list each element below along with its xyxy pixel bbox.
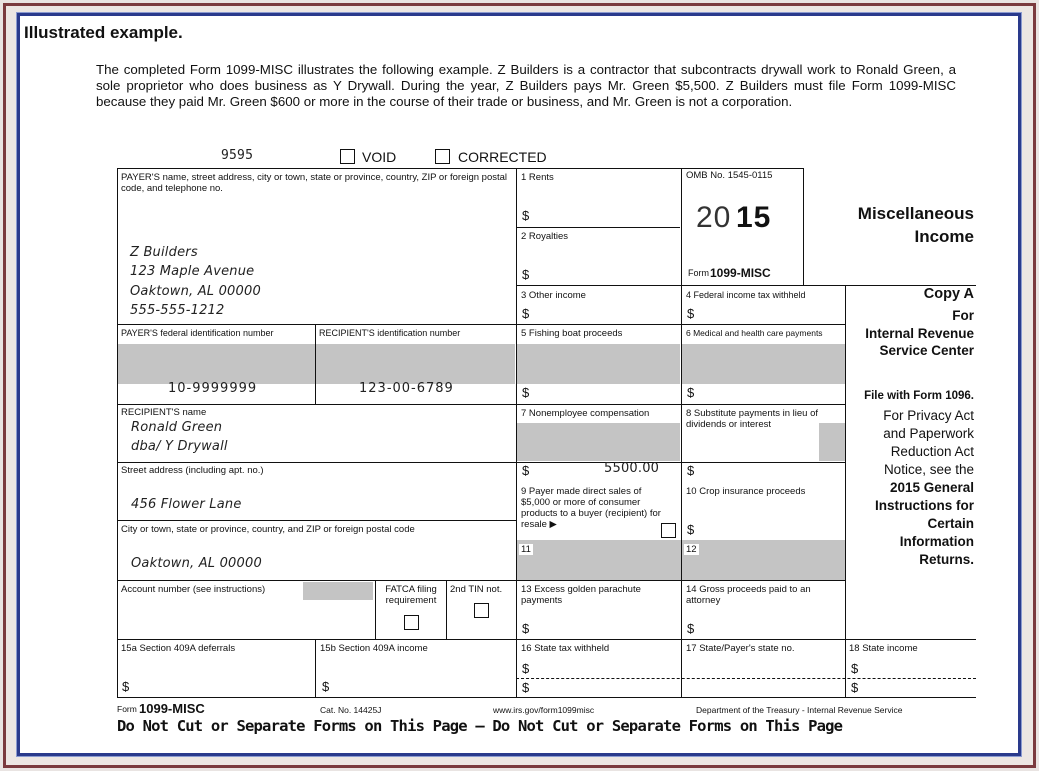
box11-label: 11 [521, 544, 531, 555]
line [117, 639, 976, 640]
privacy-line: Reduction Act [890, 444, 974, 459]
fatca-checkbox[interactable] [404, 615, 419, 630]
form-code: 9595 [221, 148, 254, 163]
line [315, 324, 316, 404]
city-label: City or town, state or province, country, and ZIP or foreign postal code [121, 524, 415, 535]
line [117, 580, 845, 581]
box5-label: 5 Fishing boat proceeds [521, 328, 623, 339]
footer-dept: Department of the Treasury - Internal Revenue Service [696, 705, 903, 715]
recipient-dba: dba/ Y Drywall [131, 439, 228, 454]
recipient-name: Ronald Green [131, 420, 223, 435]
line [516, 678, 976, 679]
void-checkbox[interactable] [340, 149, 355, 164]
payer-line: 555-555-1212 [130, 303, 225, 318]
account-label: Account number (see instructions) [121, 584, 266, 595]
privacy-line: Notice, see the [883, 462, 974, 477]
irs-line1: Internal Revenue [865, 326, 974, 341]
privacy-line: For Privacy Act [883, 408, 974, 423]
footer-form-name: 1099-MISC [139, 701, 205, 716]
year-prefix: 20 [696, 201, 732, 234]
irs-line2: Service Center [879, 343, 974, 358]
tin-shade [117, 344, 515, 384]
recipient-tin-label: RECIPIENT'S identification number [319, 328, 461, 338]
copy-for: For [952, 308, 974, 323]
dollar-sign: $ [687, 463, 695, 478]
box3-label: 3 Other income [521, 290, 586, 301]
line [446, 580, 447, 639]
instructions-line: 2015 General [889, 480, 974, 495]
dollar-sign: $ [522, 208, 530, 223]
form-name: 1099-MISC [710, 266, 771, 280]
line [803, 168, 804, 285]
box6-shade [681, 344, 845, 384]
line [117, 462, 845, 463]
privacy-line: and Paperwork [883, 426, 974, 441]
box9-label: 9 Payer made direct sales of $5,000 or more of consumer products to a buyer (recipient) for resale ▶ [521, 486, 661, 530]
box12-label: 12 [686, 544, 697, 555]
payer-line: Oaktown, AL 00000 [130, 284, 261, 299]
dollar-sign: $ [322, 679, 330, 694]
box1-label: 1 Rents [521, 172, 554, 183]
footer-url: www.irs.gov/form1099misc [493, 705, 595, 715]
payer-label: PAYER'S name, street address, city or town, state or province, country, ZIP or foreign postal code, and telephone no. [121, 172, 508, 194]
dollar-sign: $ [522, 385, 530, 400]
line [117, 520, 516, 521]
recipient-name-label: RECIPIENT'S name [121, 407, 207, 418]
dollar-sign: $ [687, 306, 695, 321]
box14-label: 14 Gross proceeds paid to an attorney [686, 584, 811, 606]
form-1099-misc [96, 148, 976, 735]
title-line2: Income [914, 227, 974, 246]
payer-line: 123 Maple Avenue [130, 264, 255, 279]
intro-paragraph: The completed Form 1099-MISC illustrates the following example. Z Builders is a contractor that subcontracts drywall work to Ronald Green, a sole proprietor who does business as Y Drywall. During the year, Z Builders pays Mr. Green $5,500. Z Builders must file Form 1099-MISC because they paid Mr. Green $600 or more in the course of their trade or business, and Mr. Green is not a corporation. [96, 62, 956, 110]
box7-value: 5500.00 [604, 461, 660, 476]
line [117, 697, 976, 698]
tin2-checkbox[interactable] [474, 603, 489, 618]
box2-label: 2 Royalties [521, 231, 568, 242]
box5-shade [516, 344, 680, 384]
dollar-sign: $ [687, 385, 695, 400]
dollar-sign: $ [522, 661, 530, 676]
file-with: File with Form 1096. [864, 390, 974, 402]
payer-tin: 10-9999999 [168, 381, 258, 396]
box7-shade [516, 423, 680, 461]
line [516, 168, 517, 697]
footer-banner: Do Not Cut or Separate Forms on This Page — Do Not Cut or Separate Forms on This Page [117, 717, 843, 735]
box7-label: 7 Nonemployee compensation [521, 408, 650, 419]
title-line1: Miscellaneous [857, 204, 974, 223]
box15a-label: 15a Section 409A deferrals [121, 643, 236, 654]
year-suffix: 15 [736, 201, 772, 234]
line [845, 639, 846, 697]
recipient-tin: 123-00-6789 [359, 381, 454, 396]
dollar-sign: $ [687, 522, 695, 537]
footer-form-word: Form [117, 704, 137, 714]
line [117, 324, 845, 325]
line [117, 404, 845, 405]
dollar-sign: $ [851, 661, 859, 676]
instructions-line: Instructions for [874, 498, 974, 513]
line [516, 227, 680, 228]
dollar-sign: $ [522, 267, 530, 282]
box17-label: 17 State/Payer's state no. [686, 643, 795, 654]
payer-tin-label: PAYER'S federal identification number [121, 328, 274, 338]
corrected-checkbox[interactable] [435, 149, 450, 164]
dollar-sign: $ [122, 679, 130, 694]
footer-cat: Cat. No. 14425J [320, 705, 382, 715]
dollar-sign: $ [851, 680, 859, 695]
line [681, 168, 682, 285]
box18-label: 18 State income [849, 643, 918, 654]
box13-label: 13 Excess golden parachute payments [521, 584, 641, 606]
box10-label: 10 Crop insurance proceeds [686, 486, 806, 497]
dollar-sign: $ [522, 680, 530, 695]
void-label: VOID [362, 149, 397, 165]
line [375, 580, 376, 639]
fatca-label: FATCA filing requirement [385, 584, 437, 606]
instructions-line: Certain [927, 516, 974, 531]
box4-label: 4 Federal income tax withheld [686, 290, 806, 300]
street-label: Street address (including apt. no.) [121, 465, 264, 476]
corrected-label: CORRECTED [458, 149, 547, 165]
line [681, 285, 682, 697]
box9-checkbox[interactable] [661, 523, 676, 538]
city-value: Oaktown, AL 00000 [131, 556, 262, 571]
copy-a: Copy A [923, 286, 974, 302]
tin2-label: 2nd TIN not. [450, 584, 503, 595]
box8-label: 8 Substitute payments in lieu of dividends or interest [686, 408, 819, 430]
account-shade [303, 582, 373, 600]
line [117, 168, 803, 169]
page-heading: Illustrated example. [24, 23, 183, 42]
line [117, 168, 118, 697]
dollar-sign: $ [522, 306, 530, 321]
box16-label: 16 State tax withheld [521, 643, 610, 654]
box15b-label: 15b Section 409A income [320, 643, 428, 654]
instructions-line: Returns. [919, 552, 974, 567]
dollar-sign: $ [522, 463, 530, 478]
payer-line: Z Builders [130, 245, 198, 260]
dollar-sign: $ [522, 621, 530, 636]
box6-label: 6 Medical and health care payments [686, 328, 823, 338]
street-value: 456 Flower Lane [131, 497, 242, 512]
omb-number: OMB No. 1545-0115 [686, 170, 773, 181]
form-word: Form [688, 268, 709, 278]
instructions-line: Information [899, 534, 974, 549]
line [315, 639, 316, 697]
dollar-sign: $ [687, 621, 695, 636]
